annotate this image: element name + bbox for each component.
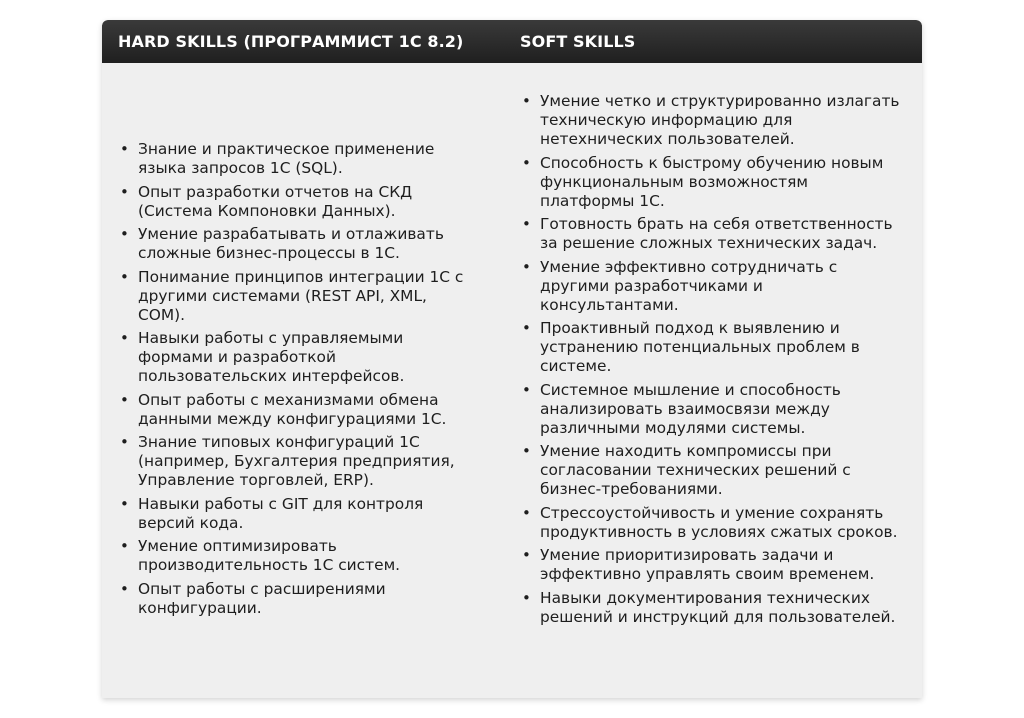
list-item-text: Готовность брать на себя ответственность за решение сложных технических задач. <box>540 215 893 252</box>
list-item-text: Понимание принципов интеграции 1С с другими системами (REST API, XML, COM). <box>138 267 464 324</box>
list-item <box>520 442 900 499</box>
list-item <box>520 319 900 376</box>
soft-skills-list <box>520 92 900 631</box>
bullet-icon: • <box>120 579 129 598</box>
list-item <box>520 154 900 211</box>
list-item <box>520 92 900 149</box>
bullet-icon: • <box>120 433 129 451</box>
list-item-text: Умение оптимизировать производительность 1С систем. <box>138 537 401 574</box>
list-item-text: Навыки работы с GIT для контроля версий кода. <box>138 494 424 532</box>
list-item <box>118 140 468 178</box>
hard-skills-list <box>118 140 468 622</box>
list-item <box>118 329 468 386</box>
list-item-text: Системное мышление и способность анализировать взаимосвязи между различными модулями системы. <box>540 380 841 437</box>
bullet-icon: • <box>120 494 129 513</box>
list-item-text: Опыт разработки отчетов на СКД (Система Компоновки Данных). <box>138 182 413 220</box>
list-item <box>118 183 468 221</box>
list-item-text: Способность к быстрому обучению новым функциональным возможностям платформы 1С. <box>540 153 884 210</box>
bullet-icon: • <box>522 153 531 172</box>
bullet-icon: • <box>120 537 129 555</box>
bullet-icon: • <box>522 257 531 276</box>
list-item-text: Умение разрабатывать и отлаживать сложные бизнес-процессы в 1С. <box>138 225 444 262</box>
bullet-icon: • <box>522 503 531 522</box>
list-item-text: Умение эффективно сотрудничать с другими разработчиками и консультантами. <box>540 257 838 314</box>
bullet-icon: • <box>120 140 129 158</box>
skills-table <box>102 20 922 698</box>
list-item <box>520 546 900 584</box>
bullet-icon: • <box>120 182 129 201</box>
bullet-icon: • <box>522 546 531 564</box>
list-item <box>118 391 468 429</box>
list-item <box>520 504 900 542</box>
list-item-text: Умение четко и структурированно излагать техническую информацию для нетехнических пользователей. <box>540 92 900 148</box>
list-item <box>118 225 468 263</box>
bullet-icon: • <box>522 319 531 337</box>
list-item-text: Опыт работы с механизмами обмена данными между конфигурациями 1С. <box>138 390 447 428</box>
list-item-text: Навыки работы с управляемыми формами и разработкой пользовательских интерфейсов. <box>138 329 405 385</box>
list-item-text: Опыт работы с расширениями конфигурации. <box>138 579 386 617</box>
list-item <box>118 580 468 618</box>
list-item <box>520 215 900 253</box>
list-item-text: Знание типовых конфигураций 1С (например, Бухгалтерия предприятия, Управление торговлей, ERP). <box>138 433 455 489</box>
soft-skills-heading: SOFT SKILLS <box>520 32 636 51</box>
list-item <box>520 381 900 438</box>
bullet-icon: • <box>120 390 129 409</box>
list-item-text: Навыки документирования технических решений и инструкций для пользователей. <box>540 588 896 626</box>
bullet-icon: • <box>522 380 531 399</box>
list-item-text: Проактивный подход к выявлению и устранению потенциальных проблем в системе. <box>540 319 860 375</box>
bullet-icon: • <box>120 267 129 286</box>
bullet-icon: • <box>522 215 531 233</box>
list-item <box>118 537 468 575</box>
list-item-text: Знание и практическое применение языка запросов 1С (SQL). <box>138 140 435 177</box>
list-item <box>520 258 900 315</box>
list-item-text: Умение приоритизировать задачи и эффективно управлять своим временем. <box>540 546 875 583</box>
list-item <box>118 268 468 325</box>
list-item-text: Стрессоустойчивость и умение сохранять продуктивность в условиях сжатых сроков. <box>540 503 898 541</box>
bullet-icon: • <box>522 92 531 110</box>
bullet-icon: • <box>120 329 129 347</box>
list-item <box>520 589 900 627</box>
list-item <box>118 433 468 490</box>
list-item-text: Умение находить компромиссы при согласовании технических решений с бизнес-требованиями. <box>540 442 851 498</box>
bullet-icon: • <box>522 442 531 460</box>
bullet-icon: • <box>120 225 129 243</box>
hard-skills-heading: HARD SKILLS (ПРОГРАММИСТ 1С 8.2) <box>118 32 464 51</box>
bullet-icon: • <box>522 588 531 607</box>
list-item <box>118 495 468 533</box>
table-header <box>102 20 922 63</box>
